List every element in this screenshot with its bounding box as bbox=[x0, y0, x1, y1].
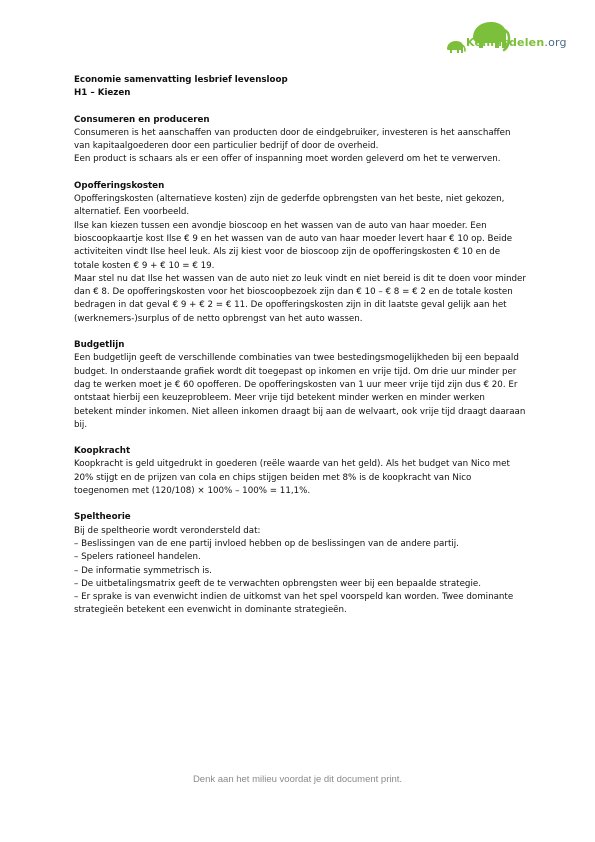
section-heading: Koopkracht bbox=[74, 446, 131, 457]
section-heading: Consumeren en produceren bbox=[74, 114, 210, 125]
paragraph: Ilse kan kiezen tussen een avondje bioscoop en het wassen van de auto van haar moeder. Een bioscoopkaartje kost Ilse € 9 en het wassen van de auto van haar moeder levert haar € 10 op. Beide activiteiten vindt Ilse heel leuk. Als zij kiest voor de bioscoop zijn de opofferingskosten € 10 en de totale kosten € 9 + € 10 = € 19. bbox=[74, 220, 513, 271]
paragraph: Bij de speltheorie wordt verondersteld dat: bbox=[74, 525, 261, 536]
section-heading: Opofferingskosten bbox=[74, 180, 165, 191]
section-consumeren bbox=[74, 114, 526, 167]
section-heading: Budgetlijn bbox=[74, 340, 125, 351]
document-body bbox=[74, 74, 526, 618]
section-speltheorie bbox=[74, 511, 526, 617]
chapter-title: H1 – Kiezen bbox=[74, 88, 131, 99]
list-item: – Er sprake is van evenwicht indien de uitkomst van het spel voorspeld kan worden. Twee dominante strategieën betekent een evenwicht in dominante strategieën. bbox=[74, 592, 514, 616]
paragraph: Opofferingskosten (alternatieve kosten) zijn de gederfde opbrengsten van het beste, niet gekozen, alternatief. Een voorbeeld. bbox=[74, 194, 505, 218]
section-budgetlijn bbox=[74, 339, 526, 432]
paragraph: Koopkracht is geld uitgedrukt in goederen (reële waarde van het geld). Als het budget van Nico met 20% stijgt en de prijzen van cola en chips stijgen beiden met 8% is de koopkracht van Nico toegenomen met (120/108) × 100% – 100% = 11,1%. bbox=[74, 459, 510, 497]
footer-note: Denk aan het milieu voordat je dit document print. bbox=[192, 774, 403, 785]
section-opofferingskosten bbox=[74, 180, 526, 326]
brand-name: Kennisdelen bbox=[466, 36, 545, 49]
list-item: – Beslissingen van de ene partij invloed hebben op de beslissingen van de andere partij. bbox=[74, 538, 459, 549]
list-item: – De uitbetalingsmatrix geeft de te verwachten opbrengsten weer bij een bepaalde strategie. bbox=[74, 578, 481, 589]
section-heading: Speltheorie bbox=[74, 512, 131, 523]
brand-tld: .org bbox=[544, 36, 567, 49]
section-koopkracht bbox=[74, 445, 526, 498]
paragraph: Consumeren is het aanschaffen van producten door de eindgebruiker, investeren is het aanschaffen van kapitaalgoederen door een particulier bedrijf of door de overheid. bbox=[74, 127, 511, 152]
brand-wordmark bbox=[466, 36, 567, 49]
list-item: – Spelers rationeel handelen. bbox=[74, 552, 201, 563]
document-title: Economie samenvatting lesbrief levensloop bbox=[74, 75, 288, 85]
paragraph: Maar stel nu dat Ilse het wassen van de auto niet zo leuk vindt en niet bereid is dit te doen voor minder dan € 8. De opofferingskosten voor het bioscoopbezoek zijn dan € 10 – € 8 = € 2 en de totale kosten bedragen in dat geval € 9 + € 2 = € 11. De opofferingskosten zijn in dit laatste geval gelijk aan het (werknemers-)surplus of de netto opbrengst van het auto wassen. bbox=[74, 273, 526, 324]
kennisdelen-logo bbox=[443, 16, 573, 60]
paragraph: Een budgetlijn geeft de verschillende combinaties van twee bestedingsmogelijkheden bij een bepaald budget. In onderstaande grafiek wordt dit toegepast op inkomen en vrije tijd. Om drie uur minder per dag te werken moet je € 60 opofferen. De opofferingskosten van 1 uur meer vrije tijd zijn dus € 20. Er ontstaat hierbij een keuzeprobleem. Meer vrije tijd betekent minder werken en minder werken betekent minder inkomen. Niet alleen inkomen draagt bij aan de welvaart, ook vrije tijd draagt daaraan bij. bbox=[74, 353, 526, 430]
paragraph: Een product is schaars als er een offer of inspanning moet worden geleverd om het te verwerven. bbox=[74, 154, 501, 165]
list-item: – De informatie symmetrisch is. bbox=[74, 565, 212, 576]
